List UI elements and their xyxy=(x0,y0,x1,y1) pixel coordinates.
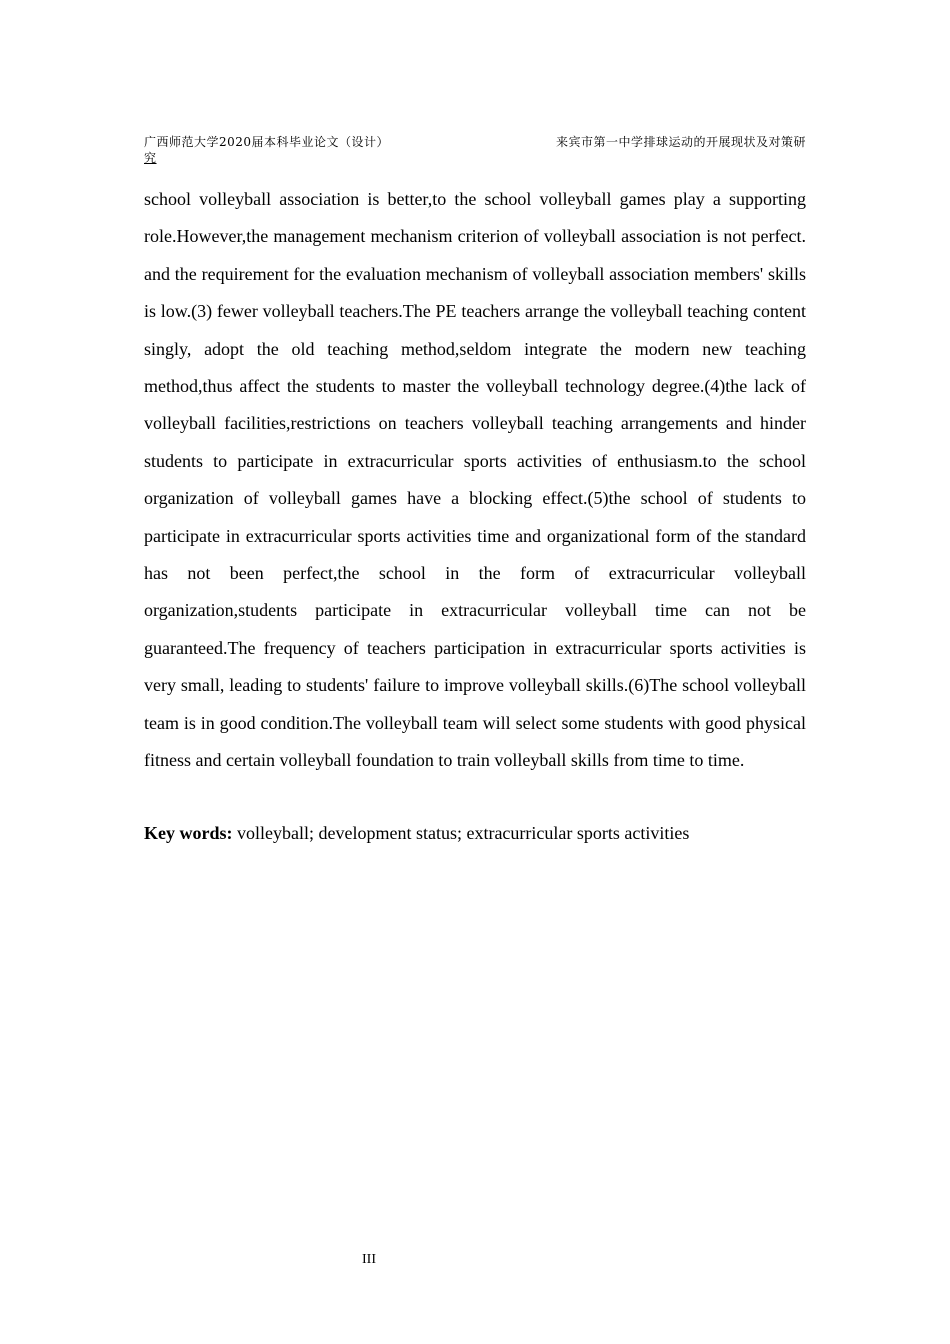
keywords-line xyxy=(144,820,806,846)
header-paper-title-continued: 究 xyxy=(144,151,157,165)
header-thesis-title: 广西师范大学2020届本科毕业论文（设计） xyxy=(144,135,390,149)
running-header xyxy=(144,134,806,166)
page-number: III xyxy=(362,1252,376,1267)
abstract-body: school volleyball association is better,to the school volleyball games play a supporting role.However,the management mechanism criterion of volleyball association is not perfect. and the requirement for the evaluation mechanism of volleyball association members' skills is low.(3) fewer volleyball teachers.The PE teachers arrange the volleyball teaching content singly, adopt the old teaching method,seldom integrate the modern new teaching method,thus affect the students to master the volleyball technology degree.(4)the lack of volleyball facilities,restrictions on teachers volleyball teaching arrangements and hinder students to participate in extracurricular sports activities of enthusiasm.to the school organization of volleyball games have a blocking effect.(5)the school of students to participate in extracurricular sports activities time and organizational form of the standard has not been perfect,the school in the form of extracurricular volleyball organization,students participate in extracurricular volleyball time can not be guaranteed.The frequency of teachers participation in extracurricular sports activities is very small, leading to students' failure to improve volleyball skills.(6)The school volleyball team is in good condition.The volleyball team will select some students with good physical fitness and certain volleyball foundation to train volleyball skills from time to time. xyxy=(144,189,806,771)
keywords-text: volleyball; development status; extracurricular sports activities xyxy=(232,823,690,843)
header-paper-title: 来宾市第一中学排球运动的开展现状及对策研 xyxy=(555,135,806,149)
keywords-label: Key words: xyxy=(144,823,233,843)
